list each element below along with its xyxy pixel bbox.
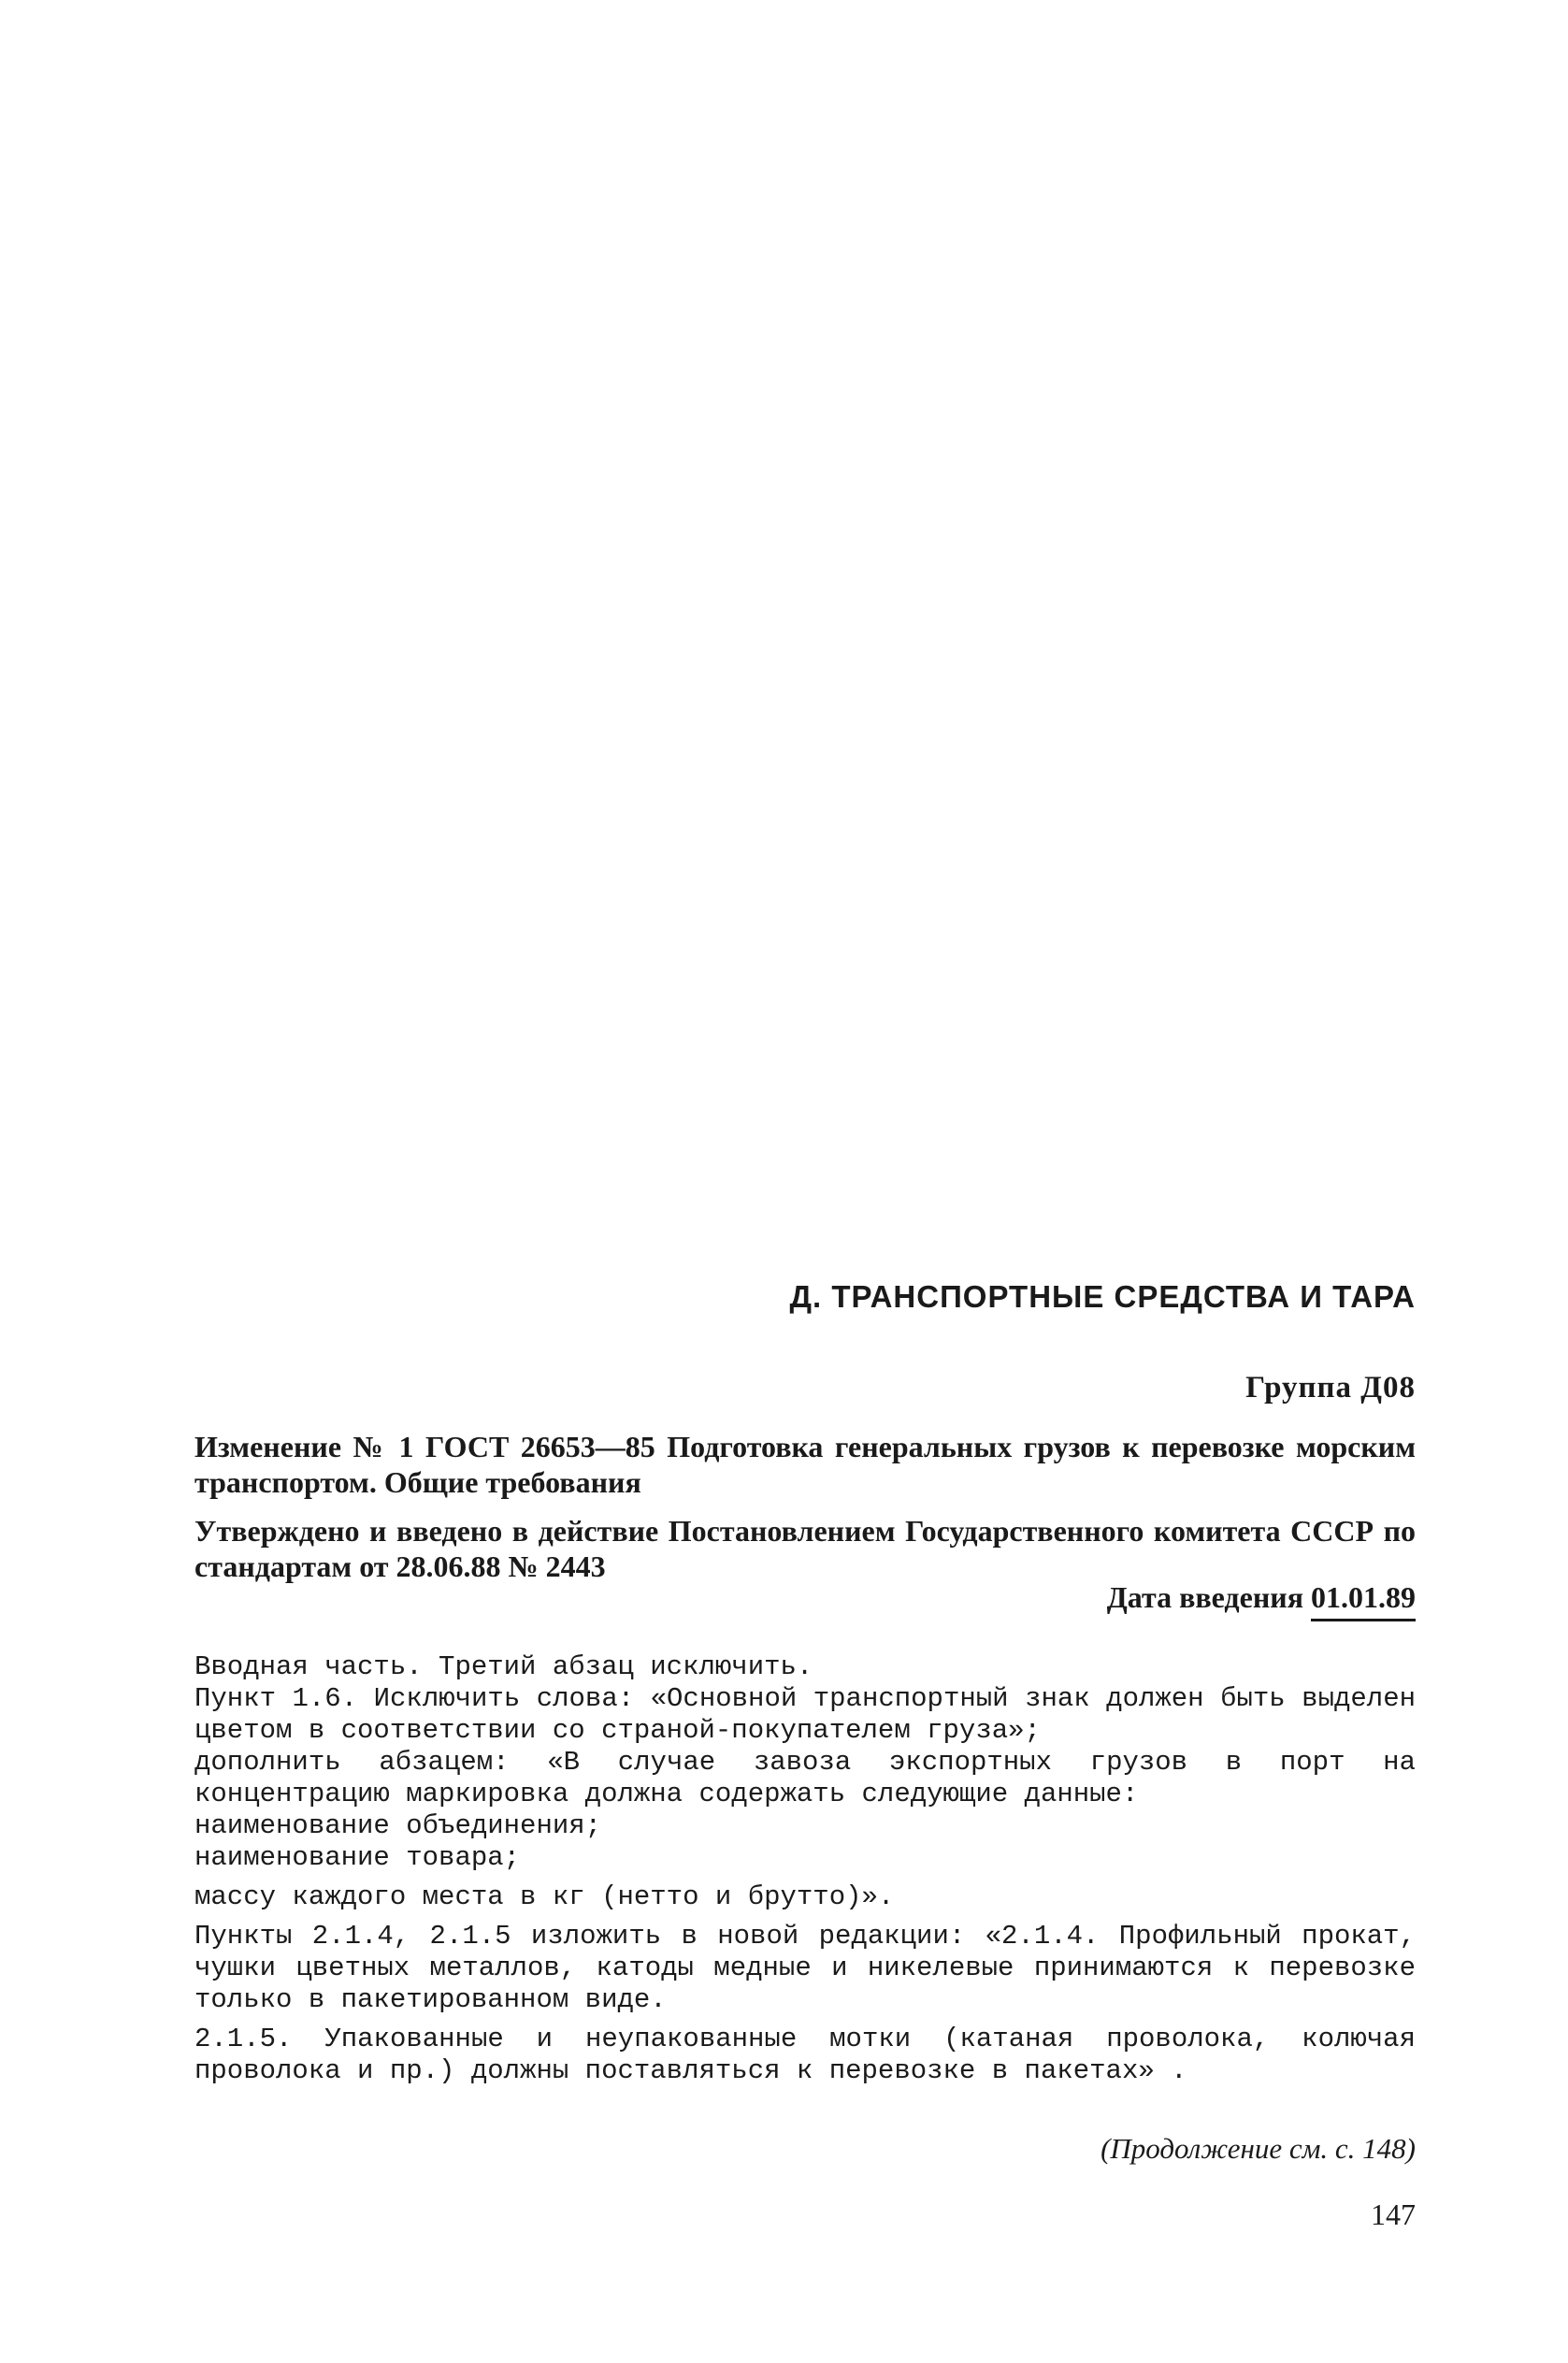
list-item: наименование объединения; <box>194 1810 602 1841</box>
paragraph: 2.1.5. Упакованные и неупакованные мотки (катаная проволока, колючая проволока и пр.) должны поставляться к перевозке в пакетах» . <box>194 2024 1416 2086</box>
document-body <box>194 1651 1416 2087</box>
list-item: наименование товара; <box>194 1842 521 1873</box>
effective-date-label: Дата введения <box>1106 1580 1303 1614</box>
paragraph: Пункты 2.1.4, 2.1.5 изложить в новой редакции: «2.1.4. Профильный прокат, чушки цветных металлов, катоды медные и никелевые принимаются к перевозке только в пакетированном виде. <box>194 1921 1416 2015</box>
section-heading: Д. ТРАНСПОРТНЫЕ СРЕДСТВА И ТАРА <box>789 1279 1416 1314</box>
amendment-title: Изменение № 1 ГОСТ 26653—85 Подготовка генеральных грузов к перевозке морским транспортом. Общие требования <box>194 1430 1416 1499</box>
list-item: массу каждого места в кг (нетто и брутто)». <box>194 1881 895 1912</box>
paragraph: дополнить абзацем: «В случае завоза экспортных грузов в порт на концентрацию маркировка должна содержать следующие данные: <box>194 1747 1416 1809</box>
paragraph: Пункт 1.6. Исключить слова: «Основной транспортный знак должен быть выделен цветом в соответствии со страной-покупателем груза»; <box>194 1683 1416 1746</box>
paragraph: Вводная часть. Третий абзац исключить. <box>194 1651 813 1682</box>
approval-statement: Утверждено и введено в действие Постановлением Государственного комитета СССР по стандартам от 28.06.88 № 2443 <box>194 1514 1416 1583</box>
effective-date <box>1107 1580 1416 1621</box>
page-number: 147 <box>1371 2197 1416 2231</box>
effective-date-value: 01.01.89 <box>1311 1580 1416 1621</box>
group-label: Группа Д08 <box>1245 1371 1416 1405</box>
continued-note: (Продолжение см. с. 148) <box>1100 2132 1416 2165</box>
